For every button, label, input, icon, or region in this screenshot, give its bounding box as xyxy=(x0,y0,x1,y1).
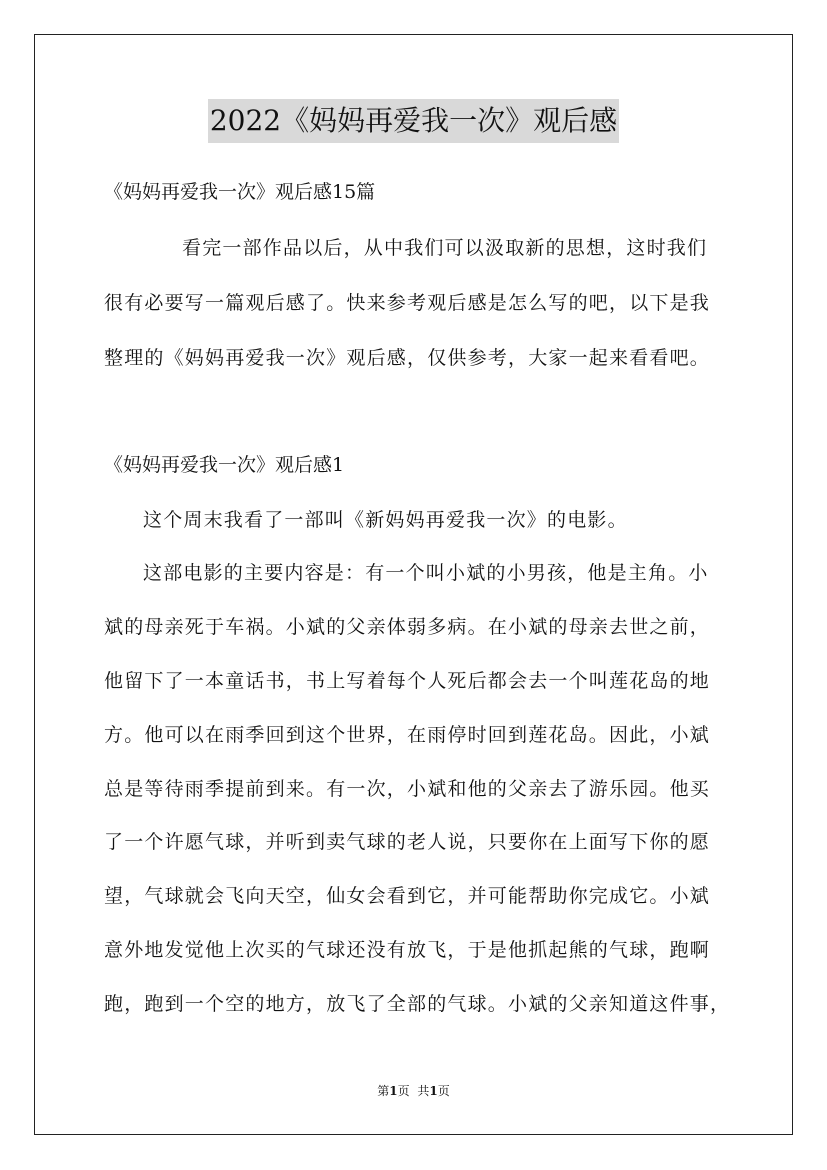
paragraph-line: 方。他可以在雨季回到这个世界，在雨停时回到莲花岛。因此，小斌 xyxy=(104,724,711,746)
footer-total-number: 1 xyxy=(429,1084,438,1098)
paragraph-line: 这部电影的主要内容是：有一个叫小斌的小男孩，他是主角。小 xyxy=(143,562,709,584)
intro-line-1: 看完一部作品以后，从中我们可以汲取新的思想，这时我们 xyxy=(182,237,708,259)
section-heading: 《妈妈再爱我一次》观后感1 xyxy=(104,454,345,476)
intro-line-3: 整理的《妈妈再爱我一次》观后感，仅供参考，大家一起来看看吧。 xyxy=(104,347,711,369)
title-container xyxy=(0,99,827,143)
footer-page-prefix: 第 xyxy=(377,1084,390,1098)
paragraph-line: 意外地发觉他上次买的气球还没有放飞，于是他抓起熊的气球，跑啊 xyxy=(104,939,711,961)
paragraph-line: 跑，跑到一个空的地方，放飞了全部的气球。小斌的父亲知道这件事， xyxy=(104,993,731,1015)
paragraph-line: 这个周末我看了一部叫《新妈妈再爱我一次》的电影。 xyxy=(143,509,628,531)
document-subtitle: 《妈妈再爱我一次》观后感15篇 xyxy=(104,181,376,203)
paragraph-line: 他留下了一本童话书，书上写着每个人死后都会去一个叫莲花岛的地 xyxy=(104,670,711,692)
paragraph-line: 望，气球就会飞向天空，仙女会看到它，并可能帮助你完成它。小斌 xyxy=(104,885,711,907)
paragraph-line: 了一个许愿气球，并听到卖气球的老人说，只要你在上面写下你的愿 xyxy=(104,831,711,853)
paragraph-line: 总是等待雨季提前到来。有一次，小斌和他的父亲去了游乐园。他买 xyxy=(104,778,711,800)
footer-page-number: 1 xyxy=(389,1084,398,1098)
document-title: 2022《妈妈再爱我一次》观后感 xyxy=(208,99,619,143)
footer-total-prefix: 共 xyxy=(417,1084,430,1098)
intro-line-2: 很有必要写一篇观后感了。快来参考观后感是怎么写的吧，以下是我 xyxy=(104,292,711,314)
footer-total-suffix: 页 xyxy=(437,1084,450,1098)
page-footer xyxy=(0,1083,827,1099)
paragraph-line: 斌的母亲死于车祸。小斌的父亲体弱多病。在小斌的母亲去世之前， xyxy=(104,616,711,638)
footer-page-suffix: 页 xyxy=(397,1084,410,1098)
